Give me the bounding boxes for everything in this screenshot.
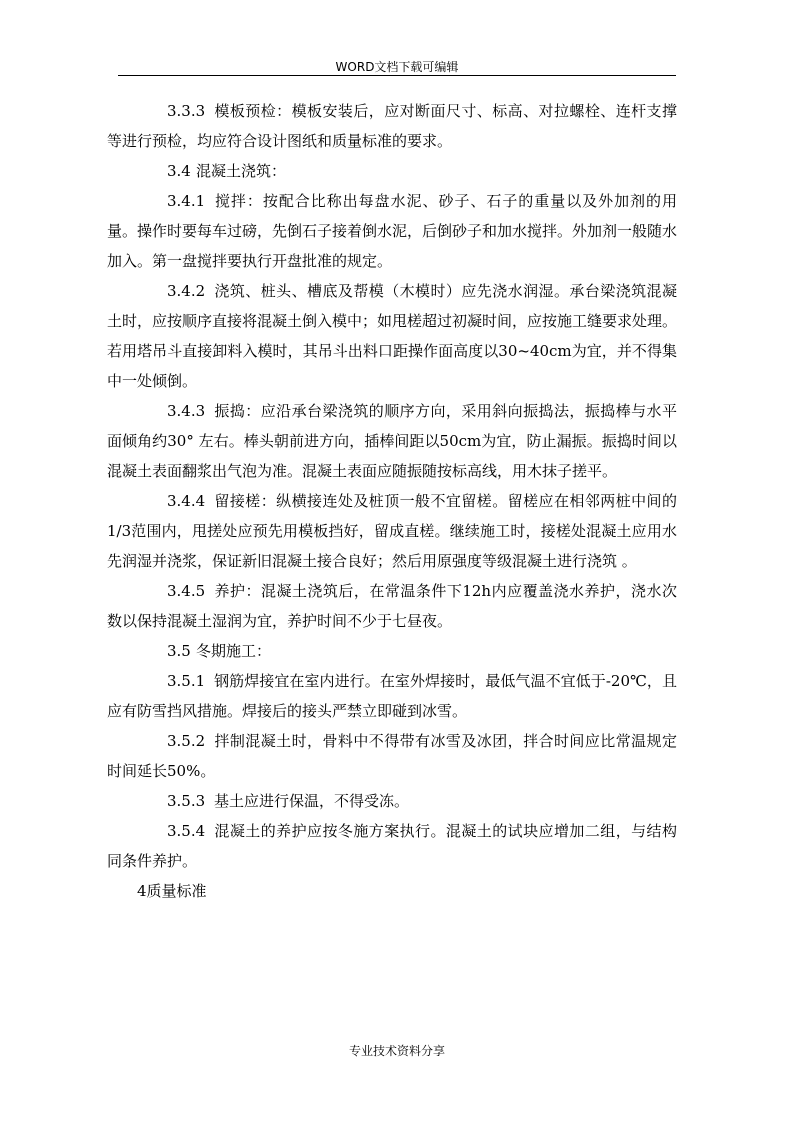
- paragraph-3-4-3: [107, 396, 677, 486]
- paragraph-3-3-3: [107, 96, 677, 156]
- clause-number: 3.4.3: [167, 402, 206, 420]
- page-header: WORD文档下载可编辑: [335, 60, 459, 74]
- clause-number: 3.3.3: [167, 102, 206, 120]
- paragraph-3-4-1: [107, 186, 677, 276]
- paragraph-3-5-2: [107, 726, 677, 786]
- clause-number: 3.4.4: [167, 492, 206, 510]
- clause-text: 搅拌：按配合比称出每盘水泥、砂子、石子的重量以及外加剂的用量。操作时要每车过磅，先倒石子接着倒水泥，后倒砂子和加水搅拌。外加剂一般随水加入。第一盘搅拌要执行开盘批准的规定。: [107, 192, 678, 270]
- clause-number: 3.4.1: [167, 192, 206, 210]
- heading-3-5: [107, 636, 677, 666]
- section-number: 4: [137, 882, 147, 900]
- heading-3-4: [107, 156, 677, 186]
- paragraph-3-5-1: [107, 666, 677, 726]
- clause-text: 冬期施工：: [196, 642, 272, 660]
- clause-text: 钢筋焊接宜在室内进行。在室外焊接时，最低气温不宜低于-20℃，且应有防雪挡风措施。焊接后的接头严禁立即碰到冰雪。: [107, 672, 677, 720]
- clause-number: 3.5.4: [167, 822, 206, 840]
- paragraph-3-4-4: [107, 486, 677, 576]
- clause-number: 3.4.5: [167, 582, 206, 600]
- document-body: [107, 96, 677, 906]
- paragraph-3-5-3: [107, 786, 677, 816]
- clause-number: 3.5: [167, 642, 191, 660]
- clause-text: 振捣：应沿承台梁浇筑的顺序方向，采用斜向振捣法，振捣棒与水平面倾角约30° 左右。棒头朝前进方向，插棒间距以50cm为宜，防止漏振。振捣时间以混凝土表面翻浆出气泡为准。混凝土表面应随振随按标高线，用木抹子搓平。: [107, 402, 677, 480]
- clause-number: 3.5.2: [167, 732, 206, 750]
- paragraph-3-5-4: [107, 816, 677, 876]
- clause-text: 留接槎：纵横接连处及桩顶一般不宜留槎。留槎应在相邻两桩中间的1/3范围内，甩搓处应预先用模板挡好，留成直槎。继续施工时，接槎处混凝土应用水先润湿并浇浆，保证新旧混凝土接合良好；然后用原强度等级混凝土进行浇筑 。: [107, 492, 677, 570]
- paragraph-3-4-2: [107, 276, 677, 396]
- clause-text: 养护：混凝土浇筑后，在常温条件下12h内应覆盖浇水养护，浇水次数以保持混凝土湿润为宜，养护时间不少于七昼夜。: [107, 582, 677, 630]
- clause-number: 3.4.2: [167, 282, 206, 300]
- clause-text: 浇筑、桩头、槽底及帮模（木模时）应先浇水润湿。承台梁浇筑混凝土时，应按顺序直接将混凝土倒入模中；如甩槎超过初凝时间，应按施工缝要求处理。若用塔吊斗直接卸料入模时，其吊斗出料口距操作面高度以30~40cm为宜，并不得集中一处倾倒。: [107, 282, 678, 390]
- clause-text: 模板预检：模板安装后，应对断面尺寸、标高、对拉螺栓、连杆支撑等进行预检，均应符合设计图纸和质量标准的要求。: [107, 102, 677, 150]
- clause-text: 混凝土的养护应按冬施方案执行。混凝土的试块应增加二组，与结构同条件养护。: [107, 822, 677, 870]
- section-heading-4: [107, 876, 677, 906]
- page-footer: 专业技术资料分享: [348, 1044, 445, 1058]
- paragraph-3-4-5: [107, 576, 677, 636]
- clause-text: 基土应进行保温，不得受冻。: [214, 792, 410, 810]
- section-title: 质量标准: [146, 882, 207, 900]
- clause-number: 3.5.1: [167, 672, 206, 690]
- clause-text: 混凝土浇筑：: [196, 162, 287, 180]
- clause-text: 拌制混凝土时，骨料中不得带有冰雪及冰团，拌合时间应比常温规定时间延长50%。: [107, 732, 677, 780]
- header-divider: [118, 75, 676, 76]
- clause-number: 3.5.3: [167, 792, 206, 810]
- clause-number: 3.4: [167, 162, 191, 180]
